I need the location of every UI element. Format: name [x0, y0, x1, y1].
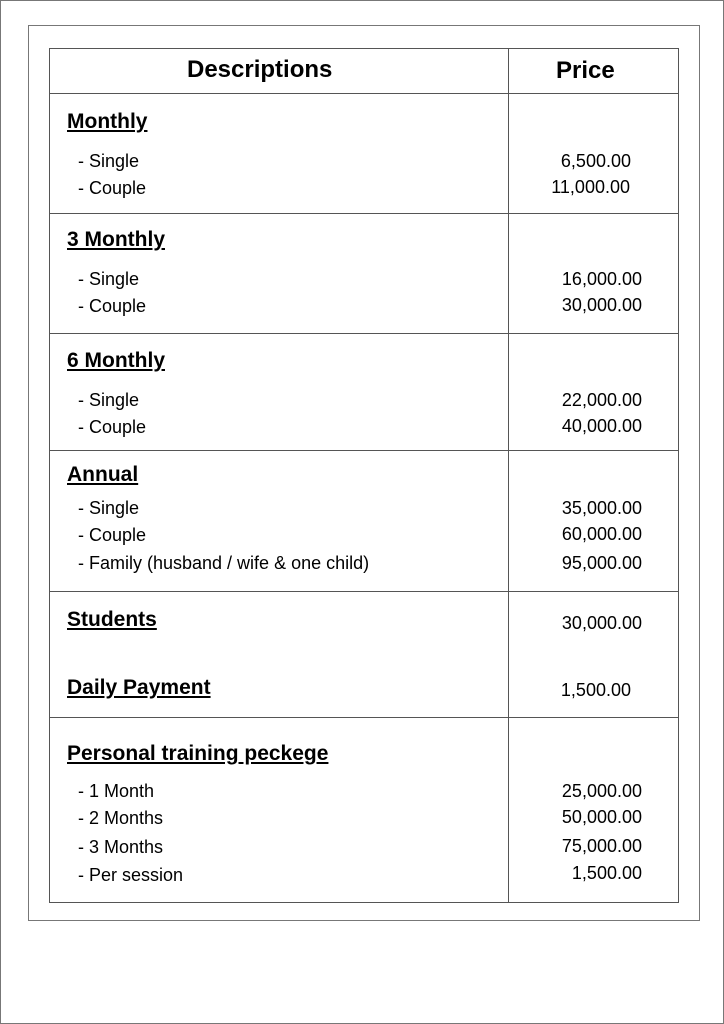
item-label: - Single — [78, 269, 140, 289]
header-descriptions: Descriptions — [187, 56, 333, 83]
item-label: - Couple — [78, 417, 147, 437]
section-title-students: Students — [67, 608, 157, 631]
section-title-daily-payment: Daily Payment — [67, 676, 211, 699]
students-price: 30,000.00 — [561, 613, 642, 633]
item-price: 30,000.00 — [561, 295, 642, 315]
item-price: 16,000.00 — [561, 269, 642, 289]
price-table — [49, 48, 679, 903]
section-title-6-monthly: 6 Monthly — [67, 349, 165, 372]
daily-payment-price: 1,500.00 — [560, 680, 631, 700]
header-price: Price — [556, 57, 615, 84]
row-divider — [50, 93, 678, 94]
item-label: - Single — [78, 151, 140, 171]
item-label: - Couple — [78, 296, 147, 316]
item-price: 95,000.00 — [561, 553, 642, 573]
row-divider — [50, 591, 678, 592]
item-price: 60,000.00 — [561, 524, 642, 544]
item-label: - 1 Month — [78, 781, 155, 801]
row-divider — [50, 213, 678, 214]
item-label: - Per session — [78, 865, 184, 885]
item-price: 40,000.00 — [561, 416, 642, 436]
section-title-3-monthly: 3 Monthly — [67, 228, 165, 251]
row-divider — [50, 333, 678, 334]
item-price: 50,000.00 — [561, 807, 642, 827]
item-price: 11,000.00 — [551, 177, 630, 197]
row-divider — [50, 717, 678, 718]
item-label: - Family (husband / wife & one child) — [78, 553, 370, 573]
section-title-monthly: Monthly — [67, 110, 148, 133]
row-divider — [50, 450, 678, 451]
item-price: 35,000.00 — [561, 498, 642, 518]
item-price: 6,500.00 — [560, 151, 631, 171]
item-price: 75,000.00 — [561, 836, 642, 856]
item-price: 25,000.00 — [561, 781, 642, 801]
item-label: - Single — [78, 498, 140, 518]
item-label: - 2 Months — [78, 808, 164, 828]
item-price: 1,500.00 — [571, 863, 642, 883]
column-divider — [508, 49, 509, 902]
item-label: - Single — [78, 390, 140, 410]
item-label: - Couple — [78, 178, 147, 198]
item-label: - 3 Months — [78, 837, 164, 857]
item-label: - Couple — [78, 525, 147, 545]
section-title-annual: Annual — [67, 463, 139, 486]
section-title-personal-training: Personal training peckege — [67, 742, 329, 765]
item-price: 22,000.00 — [561, 390, 642, 410]
